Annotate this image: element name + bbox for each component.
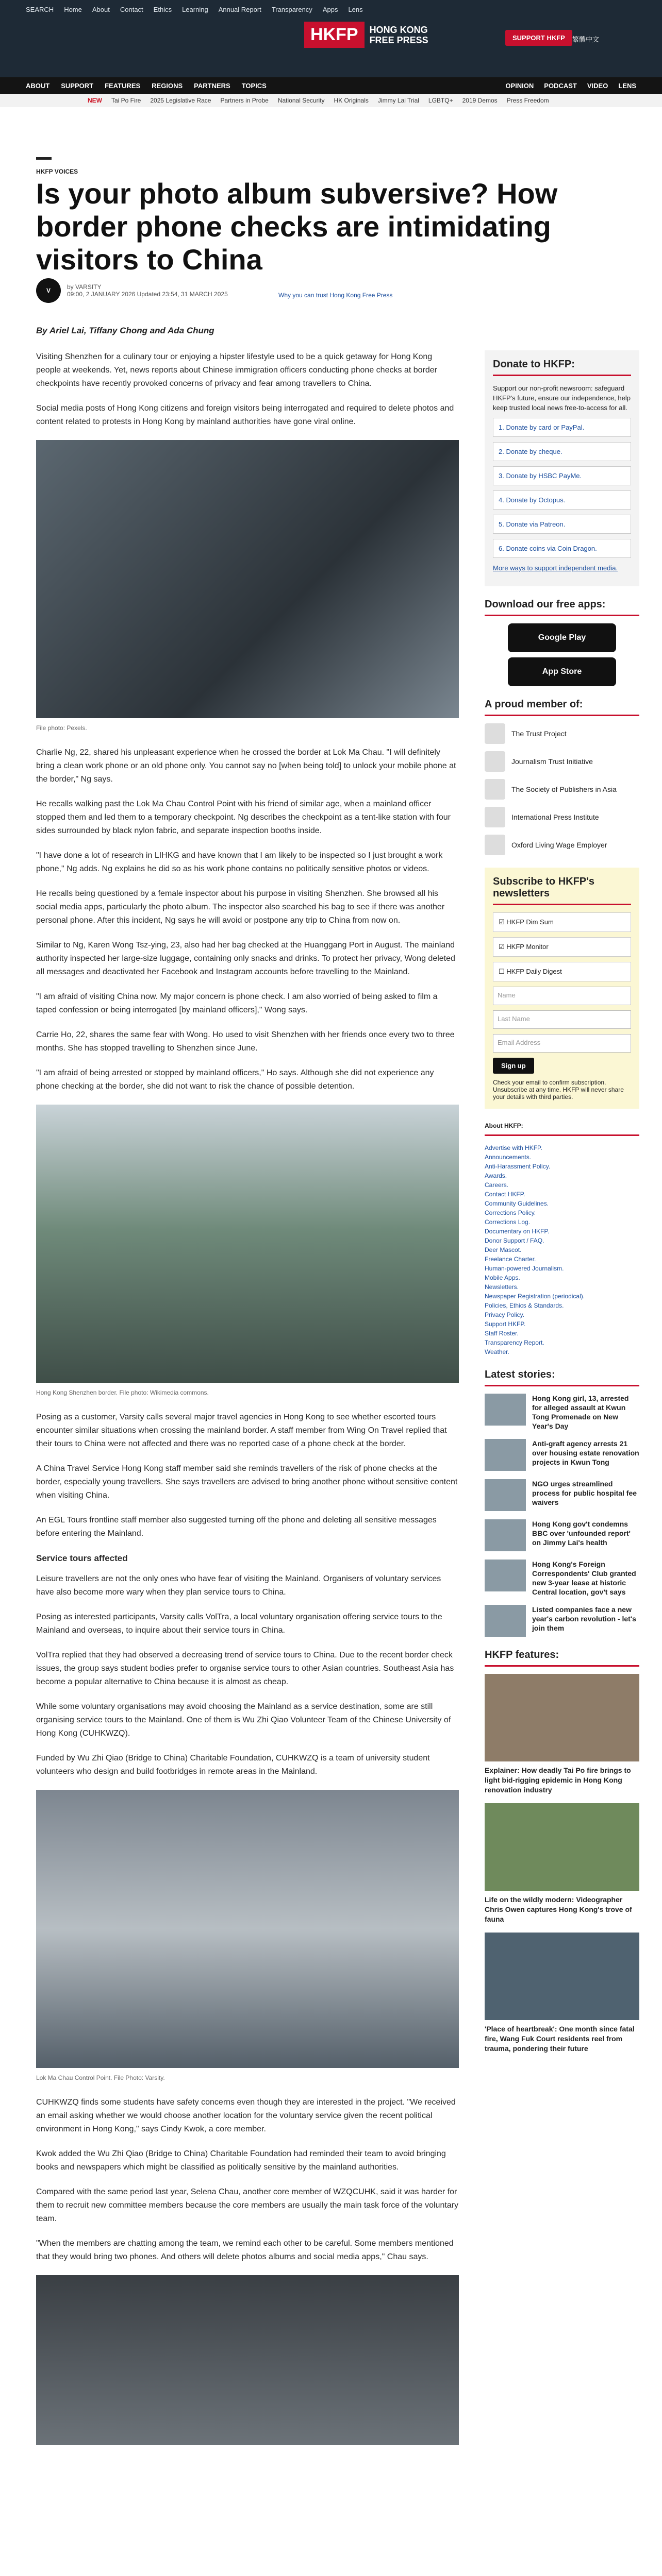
nav-item[interactable]: OPINION [505,81,534,90]
paragraph: "I have done a lot of research in LIHKG and have known that I am likely to be inspected so I just brought a work phone," Ng adds. Ng explains he did so as his work phone contains no politically sensitive photos or videos. [36,851,443,873]
paragraph: Leisure travellers are not the only ones who have fear of visiting the Mainland. Organisers of voluntary services have also become more wary when they plan service tours to China. [36,1574,441,1597]
logo-mark: HKFP [304,22,365,48]
about-link[interactable]: Documentary on HKFP. [485,1228,550,1235]
utility-link[interactable]: About [92,5,110,13]
utility-link[interactable]: Lens [348,5,363,13]
about-link[interactable]: Newspaper Registration (periodical). [485,1293,585,1300]
about-link[interactable]: Human-powered Journalism. [485,1265,564,1272]
story-title: Hong Kong's Foreign Correspondents' Club granted new 3-year lease at historic Central location, gov't says [532,1560,636,1596]
utility-link[interactable]: Ethics [153,5,172,13]
about-link[interactable]: Policies, Ethics & Standards. [485,1302,564,1309]
about-link[interactable]: Contact HKFP. [485,1191,525,1198]
article-photo [36,2275,459,2445]
tag-link[interactable]: Press Freedom [506,97,549,104]
paragraph: While some voluntary organisations may avoid choosing the Mainland as a service destination, some are still organising service tours to the Mainland. One of them is Wu Zhi Qiao Volunteer Team of the Chinese University of Hong Kong (CUHKWZQ). [36,1702,451,1738]
member-name: International Press Institute [511,813,599,821]
article-kicker[interactable]: HKFP VOICES [36,168,78,175]
about-link[interactable]: Corrections Policy. [485,1209,536,1216]
utility-link[interactable]: Apps [322,5,338,13]
about-link[interactable]: Support HKFP. [485,1320,526,1328]
donate-text: Support our non-profit newsroom: safeguard HKFP's future, ensure our independence, help keep trusted local news free-to-access for all. [493,384,631,412]
article-photo [36,1105,459,1383]
app-store-badge[interactable]: App Store [508,657,616,686]
about-link[interactable]: Mobile Apps. [485,1274,520,1281]
about-link[interactable]: Deer Mascot. [485,1246,522,1253]
newsletter-name: HKFP Daily Digest [506,968,562,975]
language-link[interactable]: 繁體中文 [572,36,600,43]
nav-item[interactable]: SUPPORT [61,81,94,90]
nav-item[interactable]: PARTNERS [194,81,230,90]
utility-link[interactable]: Contact [120,5,143,13]
newsletter-name: HKFP Dim Sum [506,918,554,926]
paragraph: Charlie Ng, 22, shared his unpleasant experience when he crossed the border at Lok Ma Chau. "I will definitely bring a clean work phone or an old phone only. You cannot say no [when being told] to unlock your mobile phone at the border," Ng says. [36,748,456,784]
donate-box [485,350,639,586]
nav-item[interactable]: VIDEO [587,81,608,90]
latest-section [485,1369,639,1637]
about-link[interactable]: Privacy Policy. [485,1311,525,1318]
about-link[interactable]: Freelance Charter. [485,1256,536,1263]
nav-item[interactable]: FEATURES [105,81,141,90]
paragraph: He recalls walking past the Lok Ma Chau Control Point with his friend of similar age, when a mainland officer stopped them and led them to a temporary checkpoint. Ng describes the checkpoint as a tent-like station with four sides surrounded by black nylon fabric, and separate inspection booths inside. [36,800,451,835]
story-item[interactable] [485,1479,639,1511]
paragraph: Visiting Shenzhen for a culinary tour or enjoying a hipster lifestyle used to be a quick getaway for Hong Kong people at weekends. Yet, news reports about Chinese immigration officers conducting phone checks at border checkpoints have recently provoked concerns of privacy and fear among travellers to China. [36,352,437,388]
story-item[interactable] [485,1439,639,1471]
byline [36,278,228,303]
story-title: Hong Kong gov't condemns BBC over 'unfounded report' on Jimmy Lai's health [532,1520,631,1547]
newsletter-note: Check your email to confirm subscription. Unsubscribe at any time. HKFP will never share your details with third parties. [493,1079,624,1100]
top-header [0,0,662,77]
story-title: NGO urges streamlined process for public hospital fee waivers [532,1480,637,1506]
about-link[interactable]: Anti-Harassment Policy. [485,1163,551,1170]
feature-item[interactable] [485,1803,639,1924]
tag-link[interactable]: HK Originals [334,97,369,104]
about-link[interactable]: Donor Support / FAQ. [485,1237,544,1244]
story-thumbnail [485,1519,526,1551]
about-heading: About HKFP: [485,1121,639,1136]
photo-caption: File photo: Pexels. [36,724,87,732]
tag-link[interactable]: 2025 Legislative Race [150,97,211,104]
utility-link[interactable]: Annual Report [218,5,261,13]
paragraph: "I am afraid of visiting China now. My major concern is phone check. I am also worried of being asked to film a taped confession or being interrogated [by mainland officers]," Wong says. [36,992,438,1014]
nav-item[interactable]: LENS [618,81,636,90]
byline-author[interactable]: by VARSITY [67,283,102,291]
member-logo[interactable] [485,807,639,827]
photo-caption: Hong Kong Shenzhen border. File photo: Wikimedia commons. [36,1389,209,1396]
utility-bar [0,0,662,19]
about-link[interactable]: Weather. [485,1348,509,1355]
tag-link[interactable]: Tai Po Fire [111,97,141,104]
paragraph: Kwok added the Wu Zhi Qiao (Bridge to China) Charitable Foundation had reminded their team to avoid bringing books and newspapers which might be classified as politically sensitive by the mainland authorities. [36,2149,446,2172]
member-icon [485,723,505,744]
member-logo[interactable] [485,751,639,772]
donate-option[interactable]: 2. Donate by cheque. [493,442,631,461]
paragraph: He recalls being questioned by a female inspector about his purpose in visiting Shenzhen. She browsed all his social media apps, particularly the photo album. The inspector also searched his bag to see if there was another personal phone. After this incident, Ng says he will avoid or postpone any trip to China from now on. [36,889,445,925]
feature-image [485,1674,639,1761]
member-icon [485,779,505,800]
paragraph: CUHKWZQ finds some students have safety concerns even though they are interested in the project. "We received an email asking whether we would choose another location for the voluntary service given the recent political environment in Hong Kong," says Cindy Kwok, a core member. [36,2098,456,2133]
section-heading: Service tours affected [36,1553,128,1563]
apps-section [485,599,639,686]
newsletter-name: HKFP Monitor [506,943,549,951]
about-link[interactable]: Announcements. [485,1154,532,1161]
about-link[interactable]: Community Guidelines. [485,1200,549,1207]
feature-item[interactable] [485,1674,639,1795]
feature-image [485,1803,639,1891]
newsletter-option[interactable]: ☐ HKFP Daily Digest [493,962,631,981]
support-button[interactable]: SUPPORT HKFP [505,30,572,46]
article-body [36,350,459,2448]
tag-link[interactable]: National Security [277,97,325,104]
member-logo[interactable] [485,835,639,855]
paragraph: "I am afraid of being arrested or stopped by mainland officers," Ho says. Although she did not experience any phone checking at the border, she did not want to risk the chance of possible detention. [36,1069,434,1091]
paragraph: "When the members are chatting among the team, we remind each other to be careful. Some members mentioned that they would bring two phones. And others will delete photos albums and social media apps," Chau says. [36,2239,454,2261]
paragraph: Social media posts of Hong Kong citizens and foreign visitors being interrogated and required to delete photos and content related to protests in Hong Kong by mainland authorities have gone viral online. [36,404,454,426]
about-link[interactable]: Staff Roster. [485,1330,519,1337]
member-name: Oxford Living Wage Employer [511,841,607,849]
donate-option[interactable]: 4. Donate by Octopus. [493,490,631,510]
feature-item[interactable] [485,1933,639,2054]
donate-option[interactable]: 6. Donate coins via Coin Dragon. [493,539,631,558]
signup-button[interactable]: Sign up [493,1058,534,1074]
last-name-field[interactable]: Last Name [493,1010,631,1029]
member-icon [485,807,505,827]
logo-line-1: HONG KONG [369,24,428,35]
feature-title: 'Place of heartbreak': One month since fatal fire, Wang Fuk Court residents reel from trauma, pondering their future [485,2025,635,2053]
member-icon [485,835,505,855]
paragraph: Posing as interested participants, Varsity calls VolTra, a local voluntary organisation offering service tours to the Mainland and overseas, to inquire about their service tours in China. [36,1613,442,1635]
story-item[interactable] [485,1519,639,1551]
donate-option[interactable]: 1. Donate by card or PayPal. [493,418,631,437]
member-logo[interactable] [485,723,639,744]
trust-link[interactable]: Why you can trust Hong Kong Free Press [278,292,393,299]
about-link[interactable]: Newsletters. [485,1283,519,1291]
paragraph: A China Travel Service Hong Kong staff member said she reminds travellers of the risk of phone checks at the border, especially young travellers. She says travellers are advised to bring another phone without sensitive content when visiting China. [36,1464,458,1500]
latest-heading: Latest stories: [485,1369,639,1386]
logo-line-2: FREE PRESS [369,35,428,45]
name-field[interactable]: Name [493,987,631,1005]
member-name: The Society of Publishers in Asia [511,785,617,793]
story-item[interactable] [485,1560,639,1597]
paragraph: Similar to Ng, Karen Wong Tsz-ying, 23, also had her bag checked at the Huanggang Port in August. The mainland authority inspected her large-size luggage, containing only snacks and drinks. To protect her privacy, Wong deleted all messages and deactivated her Facebook and Instagram accounts before travelling to the Mainland. [36,941,455,976]
story-item[interactable] [485,1394,639,1431]
article-authors: By Ariel Lai, Tiffany Chong and Ada Chung [36,326,214,335]
photo-caption: Lok Ma Chau Control Point. File Photo: Varsity. [36,2074,165,2081]
feature-title: Explainer: How deadly Tai Po fire brings to light bid-rigging epidemic in Hong Kong renovation industry [485,1766,631,1794]
story-thumbnail [485,1394,526,1426]
about-section [485,1121,639,1357]
feature-image [485,1933,639,2020]
page-title: Is your photo album subversive? How border phone checks are intimidating visitors to China [36,177,558,276]
features-section [485,1649,639,2054]
main-nav [0,77,662,94]
search-link[interactable]: SEARCH [26,5,54,13]
newsletter-heading: Subscribe to HKFP's newsletters [493,876,631,905]
about-link[interactable]: Corrections Log. [485,1218,531,1226]
story-thumbnail [485,1560,526,1591]
apps-heading: Download our free apps: [485,599,639,616]
author-avatar: V [36,278,61,303]
utility-link[interactable]: Transparency [271,5,312,13]
utility-link[interactable]: Learning [182,5,208,13]
paragraph: Funded by Wu Zhi Qiao (Bridge to China) Charitable Foundation, CUHKWZQ is a team of university student volunteers who design and build footbridges in remote areas in the Mainland. [36,1754,430,1776]
member-name: Journalism Trust Initiative [511,757,593,766]
donate-option[interactable]: 3. Donate by HSBC PayMe. [493,466,631,485]
new-label: NEW [88,97,102,104]
member-logo[interactable] [485,779,639,800]
utility-link[interactable]: Home [64,5,82,13]
paragraph: Posing as a customer, Varsity calls several major travel agencies in Hong Kong to see whether escorted tours encounter similar situations when crossing the mainland border. A staff member from Wing On Travel replied that their tours to China were not affected and there was no reported case of a phone check at the border. [36,1413,447,1448]
feature-title: Life on the wildly modern: Videographer Chris Owen captures Hong Kong's trove of fauna [485,1895,632,1923]
paragraph: VolTra replied that they had observed a decreasing trend of service tours to China. Due to the recent border check issues, the group says student bodies prefer to organise service tours to other Asian countries. Southeast Asia has become a popular alternative to China because it is almost as cheap. [36,1651,454,1686]
about-link[interactable]: Careers. [485,1181,509,1189]
newsletter-option[interactable]: ☑ HKFP Dim Sum [493,912,631,932]
nav-item[interactable]: ABOUT [26,81,50,90]
story-item[interactable] [485,1605,639,1637]
title-rule [36,157,52,160]
google-play-badge[interactable]: Google Play [508,623,616,652]
about-link[interactable]: Transparency Report. [485,1339,544,1346]
newsletter-box [485,868,639,1109]
nav-item[interactable]: PODCAST [544,81,577,90]
donate-heading: Donate to HKFP: [493,359,631,376]
story-title: Listed companies face a new year's carbon revolution - let's join them [532,1605,636,1632]
about-link[interactable]: Awards. [485,1172,507,1179]
member-name: The Trust Project [511,730,567,738]
story-thumbnail [485,1479,526,1511]
about-link[interactable]: Advertise with HKFP. [485,1144,542,1151]
tag-link[interactable]: Partners in Probe [220,97,269,104]
newsletter-option[interactable]: ☑ HKFP Monitor [493,937,631,957]
members-heading: A proud member of: [485,699,639,716]
article-photo [36,440,459,718]
story-title: Hong Kong girl, 13, arrested for alleged assault at Kwun Tong Promenade on New Year's Day [532,1394,629,1430]
byline-dates: 09:00, 2 JANUARY 2026 Updated 23:54, 31 MARCH 2025 [67,291,228,298]
sidebar [485,350,639,2062]
paragraph: Compared with the same period last year, Selena Chau, another core member of WZQCUHK, said it was harder for them to recruit new committee members because the core members are usually the main task force of the voluntary team. [36,2188,459,2223]
tag-link[interactable]: LGBTQ+ [428,97,453,104]
nav-item[interactable]: REGIONS [152,81,183,90]
site-logo[interactable] [304,22,428,48]
tag-link[interactable]: 2019 Demos [462,97,498,104]
paragraph: An EGL Tours frontline staff member also suggested turning off the phone and deleting all sensitive messages before entering the Mainland. [36,1516,437,1538]
trending-tags [0,94,662,107]
features-heading: HKFP features: [485,1649,639,1667]
paragraph: Carrie Ho, 22, shares the same fear with Wong. Ho used to visit Shenzhen with her friends once every two to three months. She has stopped travelling to Shenzhen since June. [36,1030,455,1053]
member-icon [485,751,505,772]
tag-link[interactable]: Jimmy Lai Trial [377,97,419,104]
email-field[interactable]: Email Address [493,1034,631,1053]
donate-more-link[interactable]: More ways to support independent media. [493,564,618,572]
nav-item[interactable]: TOPICS [241,81,267,90]
members-section [485,699,639,855]
story-thumbnail [485,1439,526,1471]
story-title: Anti-graft agency arrests 21 over housing estate renovation projects in Kwun Tong [532,1439,639,1466]
story-thumbnail [485,1605,526,1637]
article-photo [36,1790,459,2068]
donate-option[interactable]: 5. Donate via Patreon. [493,515,631,534]
